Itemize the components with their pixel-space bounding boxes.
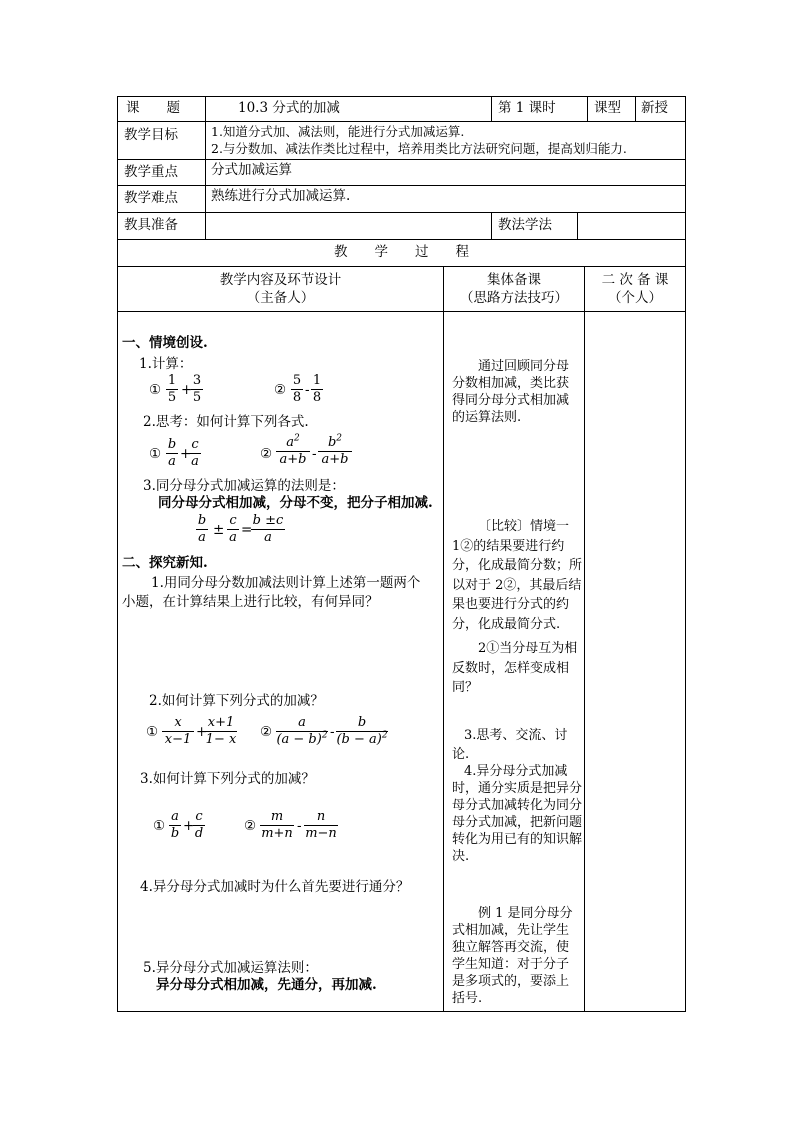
note-6: 例 1 是同分母分式相加减，先让学生独立解答再交流，使学生知道：对于分子是多项式的，要添上括号. — [452, 906, 573, 1006]
section-2-title: 二、探究新知. — [122, 555, 208, 571]
difficulty-label: 教学难点 — [124, 190, 178, 206]
note-2: 〔比较〕情境一 1②的结果要进行约分，化成最简分数；所以对于 2②，其最后结果也要进行分式的约分，化成最简分式. — [452, 519, 583, 632]
s1-rule: 同分母分式相加减，分母不变，把分子相加减. — [158, 495, 433, 511]
s2-question-1a: 1.用同分母分数加减法则计算上述第一题两个 — [151, 575, 421, 591]
table-line — [117, 121, 686, 122]
fraction: 1 5 — [167, 373, 177, 405]
circle-2: ② — [274, 382, 287, 398]
fraction: c a — [189, 438, 201, 469]
key-label: 教学重点 — [124, 164, 178, 180]
s1-question-1: 1.计算： — [139, 356, 193, 372]
fraction: $a^2$ a+b — [276, 436, 310, 467]
plus-sign: + — [180, 446, 192, 462]
circle-1: ① — [149, 446, 162, 462]
table-line — [491, 96, 492, 121]
goal-label: 教学目标 — [124, 127, 178, 143]
minus-sign: - — [305, 382, 310, 398]
fraction: m m+n — [261, 809, 293, 841]
minus-sign: - — [312, 446, 317, 462]
circle-2: ② — [260, 724, 273, 740]
process-title: 教 学 过 程 — [334, 244, 469, 260]
s2-question-5: 5.异分母分式加减运算法则： — [143, 960, 318, 976]
note-3: 2①当分母互为相反数时，怎样变成相同？ — [452, 641, 578, 695]
table-line — [443, 266, 444, 1012]
circle-1: ① — [153, 818, 166, 834]
fraction: x x−1 — [162, 716, 194, 747]
type-label: 课型 — [594, 100, 621, 116]
table-line — [117, 266, 686, 267]
table-line — [117, 239, 686, 240]
fraction: a b — [170, 809, 180, 841]
plus-sign: + — [181, 382, 193, 398]
note-5: 4.异分母分式加减时，通分实质是把异分母分式加减转化为同分母分式加减，把新问题转化为用已有的知识解决. — [452, 764, 583, 864]
s2-rule: 异分母分式相加减，先通分，再加减. — [156, 977, 377, 993]
table-line — [587, 96, 588, 121]
circle-1: ① — [146, 724, 159, 740]
note-1: 通过回顾同分母分数相加减，类比获得同分母分式相加减的运算法则. — [452, 359, 570, 425]
fraction: c a — [227, 514, 239, 545]
fraction: x+1 1− x — [205, 715, 237, 747]
table-line — [117, 1011, 686, 1012]
note-4: 3.思考、交流、讨论. — [452, 728, 568, 762]
table-line — [685, 96, 686, 1012]
table-line — [491, 212, 492, 239]
fraction: 5 8 — [292, 373, 302, 405]
fraction: b a — [167, 437, 177, 469]
plus-minus-sign: ± — [213, 522, 225, 538]
s1-question-2: 2.思考：如何计算下列各式. — [143, 414, 309, 430]
difficulty-value: 熟练进行分式加减运算. — [211, 188, 351, 204]
topic-label: 课 题 — [126, 100, 180, 116]
s1-question-3: 3.同分母分式加减运算的法则是： — [143, 478, 345, 494]
circle-2: ② — [244, 818, 257, 834]
s2-question-2: 2.如何计算下列分式的加减？ — [149, 693, 324, 709]
table-line — [117, 96, 118, 1012]
col1-subheader: （主备人） — [246, 290, 315, 306]
s2-question-3: 3.如何计算下列分式的加减？ — [140, 771, 315, 787]
goal-line-2: 2.与分数加、减法作类比过程中，培养用类比方法研究问题，提高划归能力. — [211, 141, 627, 156]
fraction: a $(a - b)^2$ — [276, 715, 328, 747]
table-line — [584, 266, 585, 1012]
col2-subheader: （思路方法技巧） — [460, 290, 568, 306]
fraction: b ±c a — [252, 513, 284, 545]
table-line — [205, 96, 206, 239]
fraction: 1 8 — [312, 373, 322, 405]
col3-subheader: （个人） — [608, 290, 662, 306]
table-line — [117, 185, 686, 186]
fraction: n m−n — [305, 809, 337, 841]
topic-value: 10.3 分式的加减 — [238, 100, 340, 116]
table-line — [117, 159, 686, 160]
col2-header: 集体备课 — [487, 272, 541, 288]
table-line — [635, 96, 636, 121]
key-value: 分式加减运算 — [211, 162, 292, 178]
goal-line-1: 1.知道分式加、减法则，能进行分式加减运算. — [211, 124, 465, 139]
fraction: b a — [197, 513, 207, 545]
s2-question-1b: 小题，在计算结果上进行比较，有何异同？ — [122, 594, 379, 610]
equals-sign: = — [241, 522, 253, 538]
section-1-title: 一、情境创设. — [122, 335, 208, 351]
fraction: $b^2$ a+b — [318, 436, 352, 467]
col3-header: 二 次 备 课 — [601, 272, 669, 288]
fraction: 3 5 — [192, 373, 202, 405]
s2-question-4: 4.异分母分式加减时为什么首先要进行通分？ — [140, 879, 410, 895]
method-label: 教法学法 — [498, 217, 552, 233]
table-line — [117, 212, 686, 213]
fraction: b $(b - a)^2$ — [336, 715, 388, 747]
circle-1: ① — [149, 382, 162, 398]
table-line — [117, 311, 686, 312]
minus-sign: - — [297, 818, 302, 834]
period-value: 第 1 课时 — [498, 100, 556, 116]
plus-sign: + — [183, 818, 195, 834]
fraction: c d — [194, 809, 204, 841]
table-line — [117, 96, 686, 97]
plus-sign: + — [196, 724, 208, 740]
minus-sign: - — [330, 724, 335, 740]
tools-label: 教具准备 — [124, 217, 178, 233]
circle-2: ② — [260, 446, 273, 462]
type-value: 新授 — [641, 100, 668, 116]
col1-header: 教学内容及环节设计 — [219, 272, 342, 288]
table-line — [577, 212, 578, 239]
